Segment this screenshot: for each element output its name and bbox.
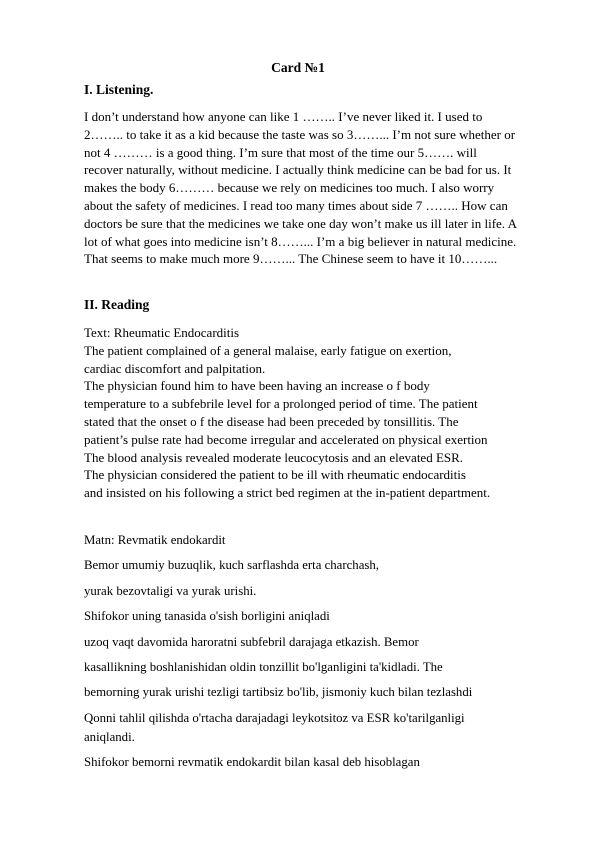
matn-line: bemorning yurak urishi tezligi tartibsiz bo'lib, jismoniy kuch bilan tezlashdi (84, 685, 473, 700)
listening-line: makes the body 6……… because we rely on medicines too much. I also worry (84, 180, 495, 196)
matn-line: Shifokor uning tanasida o'sish borligini aniqladi (84, 609, 330, 624)
reading-line: The physician found him to have been having an increase o f body (84, 378, 430, 394)
reading-line: The patient complained of a general malaise, early fatigue on exertion, (84, 342, 452, 358)
reading-line: Text: Rheumatic Endocarditis (84, 325, 240, 340)
reading-line: cardiac discomfort and palpitation. (84, 360, 266, 376)
matn-line: Shifokor bemorni revmatik endokardit bilan kasal deb hisoblagan (84, 755, 420, 770)
matn-line: Matn: Revmatik endokardit (84, 533, 226, 547)
listening-line: lot of what goes into medicine isn’t 8……... I’m a big believer in natural medicine. (84, 233, 517, 249)
listening-paragraph (84, 108, 554, 268)
reading-line: The physician considered the patient to be ill with rheumatic endocarditis (84, 467, 466, 483)
matn-line: aniqlandi. (84, 729, 135, 744)
reading-line: stated that the onset o f the disease had been preceded by tonsillitis. The (84, 413, 459, 429)
reading-heading: II. Reading (84, 297, 150, 312)
listening-line: about the safety of medicines. I read too many times about side 7 …….. How can (84, 197, 508, 213)
reading-line: and insisted on his following a strict bed regimen at the in-patient department. (84, 485, 491, 501)
matn-line: kasallikning boshlanishidan oldin tonzillit bo'lganligini ta'kidladi. The (84, 659, 443, 674)
listening-heading: I. Listening. (84, 82, 154, 97)
reading-text-english (84, 324, 490, 502)
reading-line: patient’s pulse rate had become irregular and accelerated on physical exertion (84, 431, 488, 447)
listening-line: That seems to make much more 9……... The Chinese seem to have it 10……... (84, 251, 498, 267)
listening-line: not 4 ……… is a good thing. I’m sure that most of the time our 5……. will (84, 144, 477, 160)
reading-text-uzbek (84, 531, 472, 779)
listening-line: recover naturally, without medicine. I actually think medicine can be bad for us. It (84, 162, 512, 178)
matn-line: uzoq vaqt davomida haroratni subfebril darajaga etkazish. Bemor (84, 634, 419, 649)
reading-line: temperature to a subfebrile level for a prolonged period of time. The patient (84, 396, 478, 412)
matn-line: Qonni tahlil qilishda o'rtacha darajadagi leykotsitoz va ESR ko'tarilganligi (84, 710, 465, 725)
listening-line: doctors be sure that the medicines we take one day won’t make us ill later in life. A (84, 215, 517, 231)
listening-line: 2…….. to take it as a kid because the taste was so 3……... I’m not sure whether or (84, 126, 516, 142)
matn-line: yurak bezovtaligi va yurak urishi. (84, 583, 257, 598)
reading-line: The blood analysis revealed moderate leucocytosis and an elevated ESR. (84, 449, 464, 465)
card-title: Card №1 (271, 60, 325, 75)
matn-line: Bemor umumiy buzuqlik, kuch sarflashda erta charchash, (84, 558, 379, 573)
listening-line: I don’t understand how anyone can like 1 …….. I’ve never liked it. I used to (84, 109, 483, 124)
